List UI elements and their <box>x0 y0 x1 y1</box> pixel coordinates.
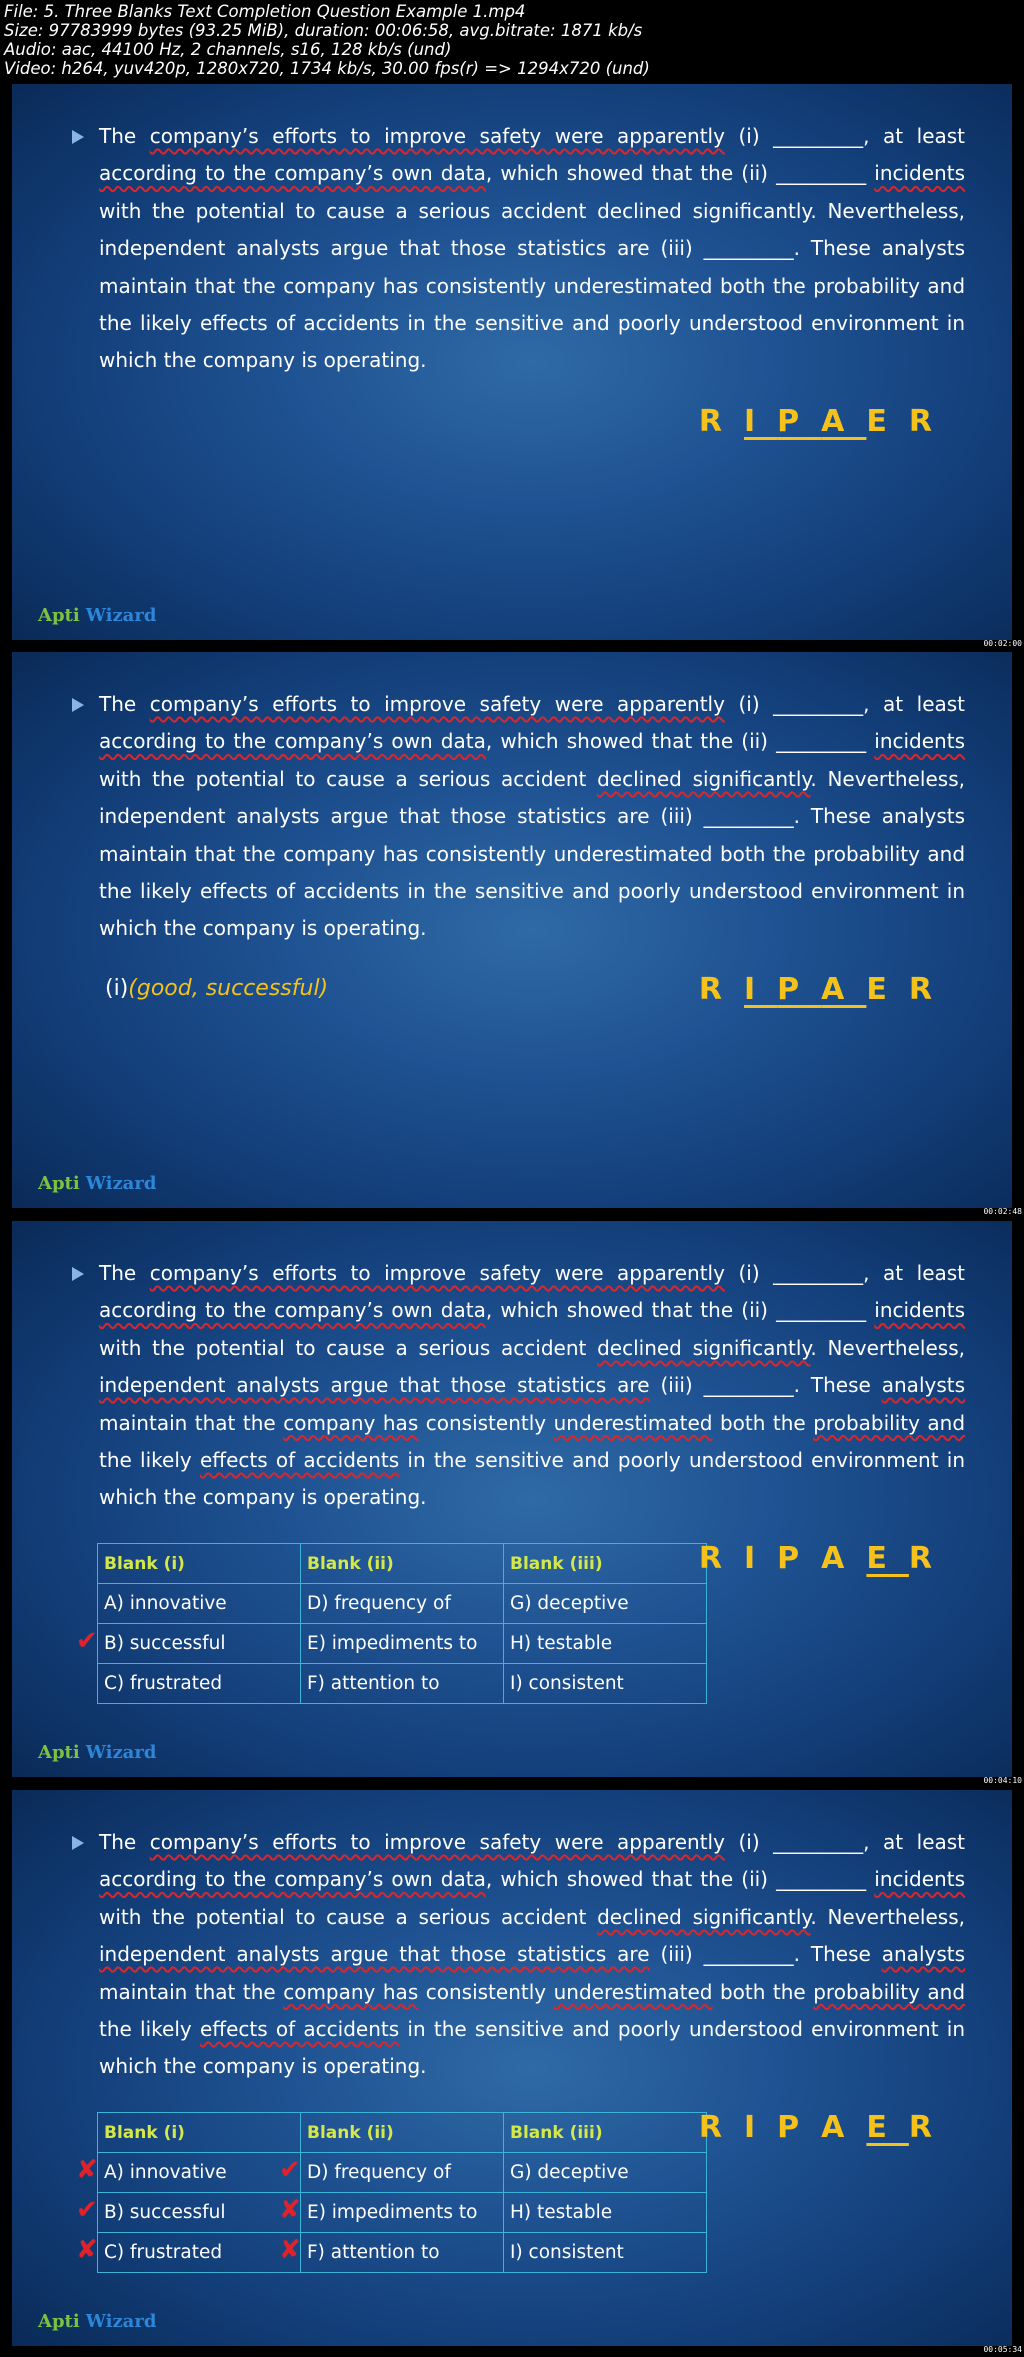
table-row <box>98 2233 707 2273</box>
passage-text: . Nevertheless, <box>810 198 965 223</box>
ripaer-letter: R <box>908 2110 954 2145</box>
table-cell[interactable] <box>504 1624 707 1664</box>
ripaer-letter: E <box>866 1541 909 1576</box>
ripaer-letter: P <box>777 972 822 1007</box>
passage-underlined: analysts <box>881 1373 966 1398</box>
question-passage <box>99 118 965 380</box>
passage-text: company has <box>283 841 419 866</box>
passage-text: , which showed that the (ii) _________ <box>485 729 867 754</box>
passage-text: The <box>99 1261 137 1285</box>
ripaer-letter: I <box>744 404 778 439</box>
passage-text: independent analysts argue that those statistics are <box>99 236 650 261</box>
answer-options-table <box>76 1543 707 1704</box>
passage-text: independent analysts argue that those statistics are <box>99 804 650 829</box>
passage-underlined: company’s efforts to improve safety were apparently <box>149 692 725 716</box>
logo-apti: Apti <box>38 1173 80 1194</box>
timestamp: 00:02:48 <box>983 1207 1022 1216</box>
option-text: D) frequency of <box>307 1593 451 1614</box>
option-text: F) attention to <box>307 2242 440 2263</box>
passage-underlined: company’s efforts to improve safety were apparently <box>149 124 725 148</box>
passage-underlined: according to the company’s own data <box>99 1298 486 1323</box>
ripaer-strategy <box>699 1541 954 1576</box>
passage-underlined: independent analysts argue that those statistics are <box>99 1942 650 1967</box>
apti-wizard-logo <box>38 1742 156 1763</box>
passage-underlined: company’s efforts to improve safety were apparently <box>149 1261 725 1285</box>
passage-text: (i) _________, at least <box>738 1261 966 1285</box>
passage-text: (iii) _________. These <box>660 236 871 261</box>
ripaer-letter: R <box>908 1541 954 1576</box>
ripaer-letter: R <box>698 972 744 1007</box>
table-cell[interactable] <box>301 1584 504 1624</box>
table-cell[interactable] <box>504 1584 707 1624</box>
blank-i-answer <box>105 976 328 1001</box>
timestamp: 00:05:34 <box>983 2345 1022 2354</box>
passage-text: . Nevertheless, <box>810 1335 965 1360</box>
table-header: Blank (i) <box>98 2113 301 2153</box>
ripaer-letter: I <box>744 972 778 1007</box>
table-row <box>98 1664 707 1704</box>
passage-underlined: incidents <box>874 161 965 186</box>
ripaer-letter: P <box>777 2110 822 2145</box>
table-cell[interactable] <box>76 2193 301 2233</box>
passage-text: probability and <box>813 841 966 866</box>
ripaer-letter: E <box>866 404 909 439</box>
option-text: E) impediments to <box>307 1633 478 1654</box>
passage-text: analysts <box>881 236 966 261</box>
passage-text: both the <box>719 841 806 866</box>
passage-underlined: probability and <box>813 1410 966 1435</box>
passage-underlined: declined significantly <box>597 1335 811 1360</box>
passage-text: The <box>99 124 137 148</box>
passage-underlined: according to the company’s own data <box>99 161 486 186</box>
answer-prefix: (i) <box>105 976 129 1001</box>
table-cell[interactable] <box>98 1584 301 1624</box>
passage-text: , which showed that the (ii) _________ <box>485 1298 867 1323</box>
passage-text: consistently <box>425 1979 547 2004</box>
ripaer-letter: E <box>866 972 909 1007</box>
passage-text: with the potential to cause a serious accident <box>99 1335 587 1360</box>
passage-underlined: company has <box>283 1979 419 2004</box>
passage-text: analysts <box>881 804 966 829</box>
file-info-line: File: 5. Three Blanks Text Completion Question Example 1.mp4 <box>4 2 526 21</box>
ripaer-letter: I <box>744 2110 778 2145</box>
passage-text: both the <box>719 1410 806 1435</box>
logo-wizard: Wizard <box>85 1742 157 1763</box>
passage-text: effects of accidents <box>200 879 400 904</box>
answer-value: (good, successful) <box>128 976 329 1001</box>
passage-text: maintain that the <box>99 273 276 298</box>
passage-text: consistently <box>425 841 547 866</box>
table-cell[interactable] <box>301 1664 504 1704</box>
logo-wizard: Wizard <box>85 1173 157 1194</box>
file-info <box>4 2 650 78</box>
option-text: I) consistent <box>510 1673 624 1694</box>
table-cell[interactable] <box>301 1624 504 1664</box>
passage-text: . Nevertheless, <box>810 1904 965 1929</box>
ripaer-letter: E <box>866 2110 909 2145</box>
passage-text: company has <box>283 273 419 298</box>
passage-text: . Nevertheless, <box>810 766 965 791</box>
passage-text: underestimated <box>553 841 713 866</box>
table-cell[interactable] <box>279 2193 504 2233</box>
table-row <box>98 2193 707 2233</box>
passage-underlined: underestimated <box>553 1410 713 1435</box>
ripaer-strategy <box>699 404 954 439</box>
cross-mark-icon: ✘ <box>76 2155 98 2185</box>
passage-text: with the potential to cause a serious accident <box>99 766 587 791</box>
table-row <box>98 1624 707 1664</box>
option-text: G) deceptive <box>510 1593 629 1614</box>
answer-options-table <box>76 2112 707 2273</box>
ripaer-letter: R <box>698 404 744 439</box>
passage-text: with the potential to cause a serious accident <box>99 1904 587 1929</box>
ripaer-letter: R <box>698 1541 744 1576</box>
passage-text: consistently <box>425 1410 547 1435</box>
passage-text: both the <box>719 273 806 298</box>
passage-text: declined significantly <box>597 198 811 223</box>
table-cell[interactable] <box>279 2153 504 2193</box>
passage-text: maintain that the <box>99 841 276 866</box>
table-header: Blank (i) <box>98 1544 301 1584</box>
table-cell[interactable] <box>76 2233 301 2273</box>
passage-text: in the sensitive and poorly understood environment in which the company is operating. <box>99 1448 966 1510</box>
option-text: I) consistent <box>510 2242 624 2263</box>
passage-text: , which showed that the (ii) _________ <box>485 1867 867 1892</box>
logo-wizard: Wizard <box>85 605 157 626</box>
check-mark-icon: ✔ <box>76 1626 98 1656</box>
table-row <box>98 2153 707 2193</box>
timestamp: 00:04:10 <box>983 1776 1022 1785</box>
logo-apti: Apti <box>38 2311 80 2332</box>
bullet-triangle-icon <box>72 698 84 712</box>
passage-text: in the sensitive and poorly understood environment in which the company is operating. <box>99 2017 966 2079</box>
option-text: E) impediments to <box>307 2202 478 2223</box>
option-text: C) frustrated <box>104 1673 223 1694</box>
passage-underlined: company has <box>283 1410 419 1435</box>
table-header: Blank (ii) <box>301 1544 504 1584</box>
passage-underlined: probability and <box>813 1979 966 2004</box>
passage-text: with the potential to cause a serious accident <box>99 198 587 223</box>
video-frame-3[interactable] <box>12 1221 1012 1777</box>
table-cell[interactable] <box>504 1664 707 1704</box>
passage-text: probability and <box>813 273 966 298</box>
cross-mark-icon: ✘ <box>279 2195 301 2225</box>
apti-wizard-logo <box>38 605 156 626</box>
passage-text: in the sensitive and poorly understood environment in which the company is operating. <box>99 311 966 373</box>
ripaer-letter: I <box>744 1541 778 1576</box>
passage-text: (i) _________, at least <box>738 1830 966 1854</box>
table-header: Blank (iii) <box>504 1544 707 1584</box>
passage-text: the likely <box>99 311 192 336</box>
passage-text: the likely <box>99 879 192 904</box>
table-cell[interactable] <box>504 2193 707 2233</box>
option-text: B) successful <box>104 1633 226 1654</box>
question-passage <box>99 1255 965 1517</box>
table-cell[interactable] <box>98 1664 301 1704</box>
ripaer-letter: P <box>777 1541 822 1576</box>
option-text: A) innovative <box>104 2162 227 2183</box>
apti-wizard-logo <box>38 1173 156 1194</box>
file-info-line: Audio: aac, 44100 Hz, 2 channels, s16, 128 kb/s (und) <box>4 40 452 59</box>
passage-underlined: declined significantly <box>597 1904 811 1929</box>
table-row <box>98 1584 707 1624</box>
passage-underlined: incidents <box>874 729 965 754</box>
file-info-line: Video: h264, yuv420p, 1280x720, 1734 kb/s, 30.00 fps(r) => 1294x720 (und) <box>4 59 650 78</box>
video-frame-2[interactable] <box>12 652 1012 1208</box>
passage-text: (i) _________, at least <box>738 692 966 716</box>
video-frame-4[interactable] <box>12 1790 1012 2346</box>
bullet-triangle-icon <box>72 1836 84 1850</box>
table-cell[interactable] <box>76 1624 301 1664</box>
passage-text: The <box>99 692 137 716</box>
ripaer-strategy <box>699 972 954 1007</box>
passage-text: the likely <box>99 2017 192 2042</box>
passage-text: underestimated <box>553 273 713 298</box>
option-text: B) successful <box>104 2202 226 2223</box>
passage-text: both the <box>719 1979 806 2004</box>
passage-underlined: company’s efforts to improve safety were apparently <box>149 1830 725 1854</box>
option-text: H) testable <box>510 1633 613 1654</box>
passage-text: maintain that the <box>99 1410 276 1435</box>
passage-text: (iii) _________. These <box>660 1373 871 1398</box>
timestamp: 00:02:00 <box>983 639 1022 648</box>
question-passage <box>99 1824 965 2086</box>
option-text: C) frustrated <box>104 2242 223 2263</box>
passage-underlined: underestimated <box>553 1979 713 2004</box>
bullet-triangle-icon <box>72 130 84 144</box>
option-text: A) innovative <box>104 1593 227 1614</box>
passage-text: maintain that the <box>99 1979 276 2004</box>
logo-apti: Apti <box>38 605 80 626</box>
ripaer-strategy <box>699 2110 954 2145</box>
table-cell[interactable] <box>76 2153 301 2193</box>
table-cell[interactable] <box>279 2233 504 2273</box>
passage-text: in the sensitive and poorly understood environment in which the company is operating. <box>99 879 966 941</box>
passage-text: (iii) _________. These <box>660 1942 871 1967</box>
question-passage <box>99 686 965 948</box>
passage-underlined: incidents <box>874 1298 965 1323</box>
passage-underlined: effects of accidents <box>200 1448 400 1473</box>
logo-apti: Apti <box>38 1742 80 1763</box>
passage-text: the likely <box>99 1448 192 1473</box>
ripaer-letter: R <box>908 404 954 439</box>
apti-wizard-logo <box>38 2311 156 2332</box>
video-frame-1[interactable] <box>12 84 1012 640</box>
passage-text: , which showed that the (ii) _________ <box>485 161 867 186</box>
passage-underlined: incidents <box>874 1867 965 1892</box>
table-header: Blank (ii) <box>301 2113 504 2153</box>
ripaer-letter: A <box>821 1541 867 1576</box>
ripaer-letter: R <box>908 972 954 1007</box>
passage-text: (i) _________, at least <box>738 124 966 148</box>
file-info-line: Size: 97783999 bytes (93.25 MiB), duration: 00:06:58, avg.bitrate: 1871 kb/s <box>4 21 643 40</box>
cross-mark-icon: ✘ <box>76 2235 98 2265</box>
passage-underlined: effects of accidents <box>200 2017 400 2042</box>
check-mark-icon: ✔ <box>279 2155 301 2185</box>
table-cell[interactable] <box>504 2233 707 2273</box>
passage-text: consistently <box>425 273 547 298</box>
passage-underlined: analysts <box>881 1942 966 1967</box>
ripaer-letter: A <box>821 972 867 1007</box>
table-header: Blank (iii) <box>504 2113 707 2153</box>
logo-wizard: Wizard <box>85 2311 157 2332</box>
cross-mark-icon: ✘ <box>279 2235 301 2265</box>
ripaer-letter: A <box>821 404 867 439</box>
option-text: G) deceptive <box>510 2162 629 2183</box>
check-mark-icon: ✔ <box>76 2195 98 2225</box>
passage-underlined: according to the company’s own data <box>99 729 486 754</box>
table-header-row <box>98 1544 707 1584</box>
passage-text: effects of accidents <box>200 311 400 336</box>
ripaer-letter: P <box>777 404 822 439</box>
passage-underlined: independent analysts argue that those statistics are <box>99 1373 650 1398</box>
passage-text: (iii) _________. These <box>660 804 871 829</box>
option-text: F) attention to <box>307 1673 440 1694</box>
table-cell[interactable] <box>504 2153 707 2193</box>
passage-underlined: declined significantly <box>597 766 811 791</box>
table-header-row <box>98 2113 707 2153</box>
passage-text: The <box>99 1830 137 1854</box>
bullet-triangle-icon <box>72 1267 84 1281</box>
passage-underlined: according to the company’s own data <box>99 1867 486 1892</box>
ripaer-letter: A <box>821 2110 867 2145</box>
option-text: D) frequency of <box>307 2162 451 2183</box>
option-text: H) testable <box>510 2202 613 2223</box>
ripaer-letter: R <box>698 2110 744 2145</box>
